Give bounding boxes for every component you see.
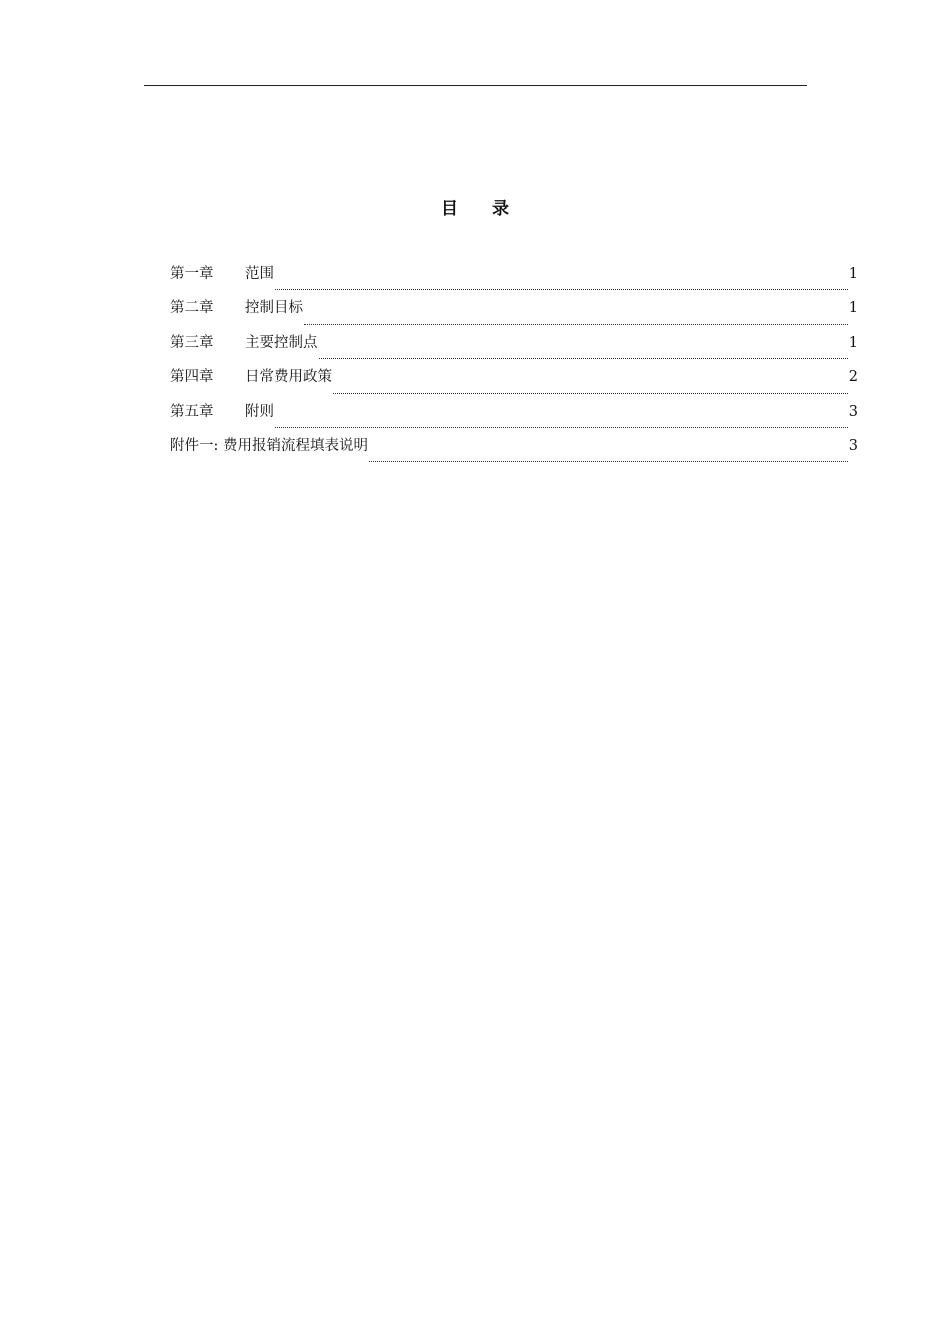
toc-chapter-number: 第四章: [170, 369, 214, 386]
toc-entry-appendix-1[interactable]: [170, 434, 858, 468]
toc-page-number: 1: [848, 300, 858, 317]
toc-chapter-number: 第五章: [170, 403, 214, 420]
toc-chapter-number: 第二章: [170, 300, 214, 317]
toc-page-number: 2: [848, 369, 858, 386]
toc-entry-title: 范围: [245, 266, 274, 282]
toc-entry-chapter-3[interactable]: [170, 331, 858, 365]
toc-entry-title: 附则: [245, 403, 274, 420]
toc-page-number: 3: [848, 437, 858, 454]
toc-entry-chapter-1[interactable]: [170, 262, 858, 296]
header-rule: [144, 85, 807, 86]
toc-dot-leader: [333, 392, 848, 394]
toc-dot-leader: [275, 426, 848, 428]
toc-dot-leader: [304, 323, 848, 325]
toc-chapter-number: 第一章: [170, 266, 214, 282]
toc-title: 目 录: [441, 199, 509, 219]
toc-entry-chapter-5[interactable]: [170, 400, 858, 434]
toc-page-number: 3: [848, 403, 858, 420]
table-of-contents: [170, 262, 858, 468]
toc-entry-chapter-4[interactable]: [170, 365, 858, 399]
toc-entry-title: 附件一: 费用报销流程填表说明: [170, 437, 368, 454]
toc-entry-title: 控制目标: [245, 300, 303, 317]
toc-chapter-number: 第三章: [170, 334, 214, 351]
toc-entry-title: 主要控制点: [245, 334, 318, 351]
toc-entry-chapter-2[interactable]: [170, 296, 858, 330]
toc-dot-leader: [369, 460, 848, 462]
toc-entry-title: 日常费用政策: [245, 369, 332, 386]
toc-dot-leader: [275, 288, 848, 290]
toc-page-number: 1: [848, 266, 858, 282]
toc-dot-leader: [319, 357, 848, 359]
toc-page-number: 1: [848, 334, 858, 351]
